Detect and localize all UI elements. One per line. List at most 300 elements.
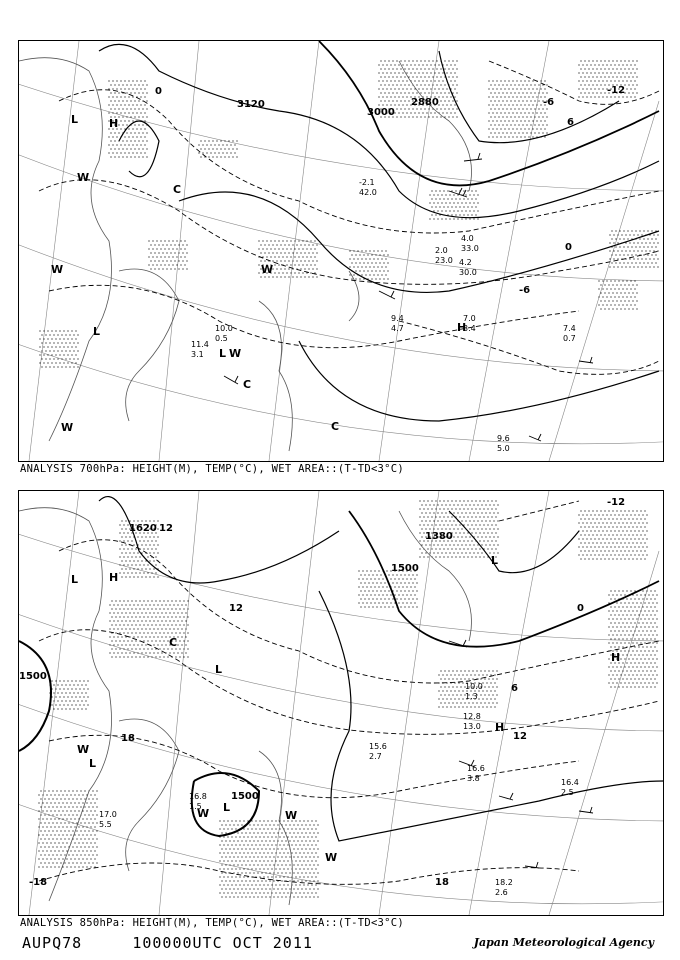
wet-area-dot — [43, 338, 44, 339]
wet-area-dot — [638, 670, 639, 671]
wet-area-dot — [651, 230, 652, 231]
wet-area-dot — [634, 614, 635, 615]
wet-area-dot — [480, 678, 481, 679]
wet-area-dot — [504, 80, 505, 81]
station-value: 10.0 — [465, 682, 483, 691]
wet-area-dot — [636, 594, 637, 595]
wet-area-dot — [263, 868, 264, 869]
wet-area-dot — [616, 300, 617, 301]
station-value: 30.0 — [459, 268, 477, 277]
wet-area-dot — [452, 76, 453, 77]
wet-area-dot — [135, 564, 136, 565]
wet-area-dot — [443, 524, 444, 525]
wet-area-dot — [620, 558, 621, 559]
wet-area-dot — [429, 194, 430, 195]
wet-area-dot — [308, 260, 309, 261]
wet-area-dot — [621, 250, 622, 251]
wet-area-dot — [600, 60, 601, 61]
wet-area-dot — [618, 678, 619, 679]
wet-area-dot — [441, 544, 442, 545]
wet-area-dot — [602, 546, 603, 547]
wet-area-dot — [269, 880, 270, 881]
wet-area-dot — [400, 100, 401, 101]
wet-area-dot — [41, 358, 42, 359]
wet-area-dot — [374, 586, 375, 587]
wet-area-dot — [184, 248, 185, 249]
wet-area-dot — [56, 846, 57, 847]
wet-area-dot — [85, 708, 86, 709]
wet-area-dot — [495, 532, 496, 533]
wet-area-dot — [632, 526, 633, 527]
wet-area-dot — [416, 108, 417, 109]
wet-area-dot — [262, 256, 263, 257]
wet-area-dot — [394, 594, 395, 595]
wet-area-dot — [626, 622, 627, 623]
wet-area-dot — [516, 104, 517, 105]
wet-area-dot — [74, 858, 75, 859]
wet-area-dot — [424, 76, 425, 77]
wet-area-dot — [429, 202, 430, 203]
wet-area-dot — [654, 662, 655, 663]
wet-area-dot — [455, 500, 456, 501]
wet-area-dot — [301, 824, 302, 825]
wet-area-dot — [53, 708, 54, 709]
wet-area-dot — [219, 844, 220, 845]
wet-area-dot — [630, 598, 631, 599]
wet-area-dot — [461, 536, 462, 537]
wet-area-dot — [58, 858, 59, 859]
wet-area-dot — [210, 144, 211, 145]
wet-area-dot — [538, 100, 539, 101]
wet-area-dot — [461, 504, 462, 505]
wet-area-dot — [630, 662, 631, 663]
wet-area-dot — [626, 554, 627, 555]
wet-area-dot — [289, 832, 290, 833]
wet-area-dot — [494, 706, 495, 707]
wet-area-dot — [532, 104, 533, 105]
wet-area-dot — [237, 824, 238, 825]
wet-area-dot — [364, 574, 365, 575]
wet-area-dot — [614, 638, 615, 639]
wet-area-dot — [404, 574, 405, 575]
wet-area-dot — [153, 544, 154, 545]
wet-area-dot — [149, 604, 150, 605]
wet-area-dot — [620, 618, 621, 619]
wet-area-dot — [444, 702, 445, 703]
wet-area-dot — [243, 836, 244, 837]
wet-area-dot — [612, 666, 613, 667]
wet-area-dot — [434, 88, 435, 89]
wet-area-dot — [130, 84, 131, 85]
wet-area-dot — [377, 266, 378, 267]
wet-area-dot — [149, 628, 150, 629]
wet-area-dot — [624, 594, 625, 595]
wet-area-dot — [414, 80, 415, 81]
wet-area-dot — [530, 84, 531, 85]
wet-area-dot — [317, 864, 318, 865]
wet-area-dot — [307, 852, 308, 853]
wet-area-dot — [628, 92, 629, 93]
wet-area-dot — [42, 858, 43, 859]
wet-area-dot — [615, 262, 616, 263]
wet-area-dot — [259, 820, 260, 821]
height-label: 1500 — [391, 563, 419, 574]
wet-area-dot — [598, 88, 599, 89]
wet-area-dot — [143, 624, 144, 625]
wet-area-dot — [628, 542, 629, 543]
wet-area-dot — [157, 636, 158, 637]
wet-area-dot — [82, 866, 83, 867]
wet-area-dot — [146, 132, 147, 133]
wet-area-dot — [181, 644, 182, 645]
wet-area-dot — [80, 862, 81, 863]
wet-area-dot — [133, 612, 134, 613]
wet-area-dot — [258, 264, 259, 265]
wet-area-dot — [135, 656, 136, 657]
wet-area-dot — [152, 240, 153, 241]
wet-area-dot — [642, 646, 643, 647]
wet-area-dot — [620, 650, 621, 651]
wet-area-dot — [400, 598, 401, 599]
wet-area-dot — [434, 80, 435, 81]
wet-area-dot — [520, 88, 521, 89]
wet-area-dot — [497, 536, 498, 537]
wet-area-dot — [151, 632, 152, 633]
wet-area-dot — [644, 650, 645, 651]
wet-area-dot — [642, 622, 643, 623]
wet-area-dot — [54, 866, 55, 867]
wet-area-dot — [610, 296, 611, 297]
wet-area-dot — [602, 514, 603, 515]
wet-area-dot — [155, 572, 156, 573]
station-value: 9.4 — [391, 314, 404, 323]
wet-area-dot — [626, 678, 627, 679]
wet-area-dot — [381, 258, 382, 259]
wet-area-dot — [624, 542, 625, 543]
wet-area-dot — [132, 96, 133, 97]
wet-area-dot — [473, 218, 474, 219]
wet-area-dot — [650, 630, 651, 631]
wet-area-dot — [626, 606, 627, 607]
wet-area-dot — [132, 120, 133, 121]
wet-area-dot — [143, 616, 144, 617]
wet-area-dot — [457, 536, 458, 537]
wet-area-dot — [447, 516, 448, 517]
wet-area-dot — [636, 634, 637, 635]
wet-area-dot — [364, 582, 365, 583]
wet-area-dot — [504, 104, 505, 105]
wet-area-dot — [183, 616, 184, 617]
wet-area-dot — [638, 614, 639, 615]
wet-area-dot — [135, 640, 136, 641]
wet-area-dot — [285, 848, 286, 849]
wet-area-dot — [611, 238, 612, 239]
wet-area-dot — [305, 872, 306, 873]
wet-area-dot — [373, 250, 374, 251]
wet-area-dot — [67, 688, 68, 689]
wet-area-dot — [56, 806, 57, 807]
wet-area-dot — [649, 266, 650, 267]
wet-area-dot — [279, 868, 280, 869]
wet-area-dot — [473, 512, 474, 513]
wet-area-dot — [151, 540, 152, 541]
wet-area-dot — [453, 202, 454, 203]
wet-area-dot — [116, 112, 117, 113]
wet-area-dot — [634, 590, 635, 591]
wet-area-dot — [420, 92, 421, 93]
wet-area-dot — [400, 590, 401, 591]
wet-area-dot — [448, 678, 449, 679]
height-label: 1500 — [231, 791, 259, 802]
wet-area-dot — [163, 632, 164, 633]
wet-area-dot — [620, 594, 621, 595]
wet-area-dot — [594, 522, 595, 523]
wet-area-dot — [38, 866, 39, 867]
wet-area-dot — [303, 876, 304, 877]
wet-area-dot — [612, 610, 613, 611]
wet-area-dot — [40, 854, 41, 855]
chart-code: AUPQ78 — [22, 934, 83, 952]
wet-area-dot — [492, 670, 493, 671]
wet-area-dot — [446, 112, 447, 113]
wet-area-dot — [128, 152, 129, 153]
wet-area-dot — [184, 256, 185, 257]
wet-area-dot — [297, 832, 298, 833]
wet-area-dot — [446, 698, 447, 699]
wet-area-dot — [477, 504, 478, 505]
wet-area-dot — [237, 880, 238, 881]
wet-area-dot — [115, 632, 116, 633]
wet-area-dot — [392, 598, 393, 599]
wet-area-dot — [162, 244, 163, 245]
wet-area-dot — [584, 92, 585, 93]
wet-area-dot — [632, 666, 633, 667]
wet-area-dot — [467, 532, 468, 533]
station-value: 7.4 — [563, 324, 576, 333]
wet-area-dot — [128, 144, 129, 145]
wet-area-dot — [230, 152, 231, 153]
wet-area-dot — [628, 284, 629, 285]
wet-area-dot — [636, 642, 637, 643]
wet-area-dot — [626, 288, 627, 289]
wet-area-dot — [148, 240, 149, 241]
wet-area-dot — [48, 814, 49, 815]
wet-area-dot — [317, 872, 318, 873]
wet-area-dot — [243, 868, 244, 869]
wet-area-dot — [448, 670, 449, 671]
wet-area-dot — [622, 546, 623, 547]
wet-area-dot — [618, 96, 619, 97]
wet-area-dot — [249, 880, 250, 881]
wet-area-dot — [480, 702, 481, 703]
wet-area-dot — [610, 64, 611, 65]
wet-area-dot — [644, 542, 645, 543]
wet-area-dot — [66, 866, 67, 867]
wet-area-dot — [153, 552, 154, 553]
wet-area-dot — [400, 582, 401, 583]
wet-area-dot — [231, 836, 232, 837]
wet-area-dot — [316, 268, 317, 269]
wet-area-dot — [522, 92, 523, 93]
wet-area-dot — [404, 100, 405, 101]
wet-area-dot — [229, 840, 230, 841]
wet-area-dot — [253, 856, 254, 857]
wet-area-dot — [173, 652, 174, 653]
wet-area-dot — [652, 618, 653, 619]
wet-area-dot — [179, 600, 180, 601]
wet-area-dot — [423, 508, 424, 509]
wet-area-dot — [616, 550, 617, 551]
wet-area-dot — [38, 858, 39, 859]
wet-area-dot — [116, 152, 117, 153]
wet-area-dot — [135, 608, 136, 609]
wet-area-dot — [373, 258, 374, 259]
wet-area-dot — [56, 862, 57, 863]
wet-area-dot — [239, 868, 240, 869]
wet-area-dot — [297, 848, 298, 849]
wet-area-dot — [77, 350, 78, 351]
wet-area-dot — [279, 844, 280, 845]
wet-area-dot — [641, 258, 642, 259]
wet-area-dot — [506, 92, 507, 93]
wet-area-dot — [616, 526, 617, 527]
wet-area-dot — [490, 100, 491, 101]
wet-area-dot — [370, 578, 371, 579]
wet-area-dot — [162, 260, 163, 261]
wet-area-dot — [428, 76, 429, 77]
wet-area-dot — [138, 100, 139, 101]
wet-area-dot — [60, 830, 61, 831]
wet-area-dot — [404, 116, 405, 117]
wet-area-dot — [606, 288, 607, 289]
wet-area-dot — [249, 872, 250, 873]
wet-area-dot — [496, 136, 497, 137]
wet-area-dot — [301, 856, 302, 857]
wet-area-dot — [243, 876, 244, 877]
wet-area-dot — [646, 514, 647, 515]
wet-area-dot — [69, 684, 70, 685]
wet-area-dot — [656, 594, 657, 595]
wet-area-dot — [136, 88, 137, 89]
wet-area-dot — [491, 532, 492, 533]
wet-area-dot — [629, 242, 630, 243]
wet-area-dot — [155, 632, 156, 633]
wet-area-dot — [142, 156, 143, 157]
wet-area-dot — [486, 690, 487, 691]
wet-area-dot — [610, 546, 611, 547]
wet-area-dot — [259, 868, 260, 869]
center-label: C — [173, 183, 182, 196]
wet-area-dot — [520, 120, 521, 121]
wet-area-dot — [473, 528, 474, 529]
wet-area-dot — [376, 606, 377, 607]
wet-area-dot — [612, 626, 613, 627]
wet-area-dot — [180, 240, 181, 241]
wet-area-dot — [44, 790, 45, 791]
wet-area-dot — [75, 680, 76, 681]
wet-area-dot — [241, 856, 242, 857]
wet-area-dot — [609, 242, 610, 243]
wet-area-dot — [421, 504, 422, 505]
wet-area-dot — [131, 624, 132, 625]
wet-area-dot — [526, 100, 527, 101]
wet-area-dot — [76, 854, 77, 855]
wet-area-dot — [287, 860, 288, 861]
wet-area-dot — [122, 100, 123, 101]
wet-area-dot — [137, 552, 138, 553]
wet-area-dot — [131, 640, 132, 641]
wet-area-dot — [463, 532, 464, 533]
wet-area-dot — [482, 674, 483, 675]
wet-area-dot — [247, 828, 248, 829]
wet-area-dot — [433, 194, 434, 195]
wet-area-dot — [128, 120, 129, 121]
wet-area-dot — [462, 698, 463, 699]
wet-area-dot — [266, 248, 267, 249]
wet-area-dot — [420, 108, 421, 109]
wet-area-dot — [284, 268, 285, 269]
wet-area-dot — [151, 656, 152, 657]
wet-area-dot — [618, 606, 619, 607]
wet-area-dot — [158, 260, 159, 261]
wet-area-dot — [645, 266, 646, 267]
wet-area-dot — [123, 600, 124, 601]
wet-area-dot — [169, 652, 170, 653]
wet-area-dot — [145, 644, 146, 645]
wet-area-dot — [92, 814, 93, 815]
wet-area-dot — [123, 548, 124, 549]
wet-area-dot — [502, 84, 503, 85]
wet-area-dot — [55, 354, 56, 355]
wet-area-dot — [644, 534, 645, 535]
wet-area-dot — [180, 264, 181, 265]
wet-area-dot — [309, 840, 310, 841]
wet-area-dot — [306, 240, 307, 241]
wet-area-dot — [278, 272, 279, 273]
wet-area-dot — [586, 546, 587, 547]
wet-area-dot — [96, 822, 97, 823]
wet-area-dot — [485, 544, 486, 545]
wet-area-dot — [449, 520, 450, 521]
wet-area-dot — [158, 244, 159, 245]
wet-area-dot — [369, 250, 370, 251]
wet-area-dot — [618, 630, 619, 631]
wet-area-dot — [610, 72, 611, 73]
wet-area-dot — [596, 84, 597, 85]
wet-area-dot — [46, 810, 47, 811]
wet-area-dot — [374, 594, 375, 595]
wet-area-dot — [117, 612, 118, 613]
wet-area-dot — [443, 548, 444, 549]
wet-area-dot — [426, 112, 427, 113]
wet-area-dot — [485, 528, 486, 529]
wet-area-dot — [59, 704, 60, 705]
wet-area-dot — [293, 864, 294, 865]
wet-area-dot — [376, 574, 377, 575]
wet-area-dot — [137, 568, 138, 569]
wet-area-dot — [182, 260, 183, 261]
wet-area-dot — [469, 218, 470, 219]
wet-area-dot — [630, 546, 631, 547]
wet-area-dot — [277, 832, 278, 833]
wet-area-dot — [408, 92, 409, 93]
wet-area-dot — [498, 116, 499, 117]
wet-area-dot — [69, 708, 70, 709]
wet-area-dot — [640, 550, 641, 551]
wet-area-dot — [183, 648, 184, 649]
wet-area-dot — [630, 88, 631, 89]
wet-area-dot — [62, 818, 63, 819]
